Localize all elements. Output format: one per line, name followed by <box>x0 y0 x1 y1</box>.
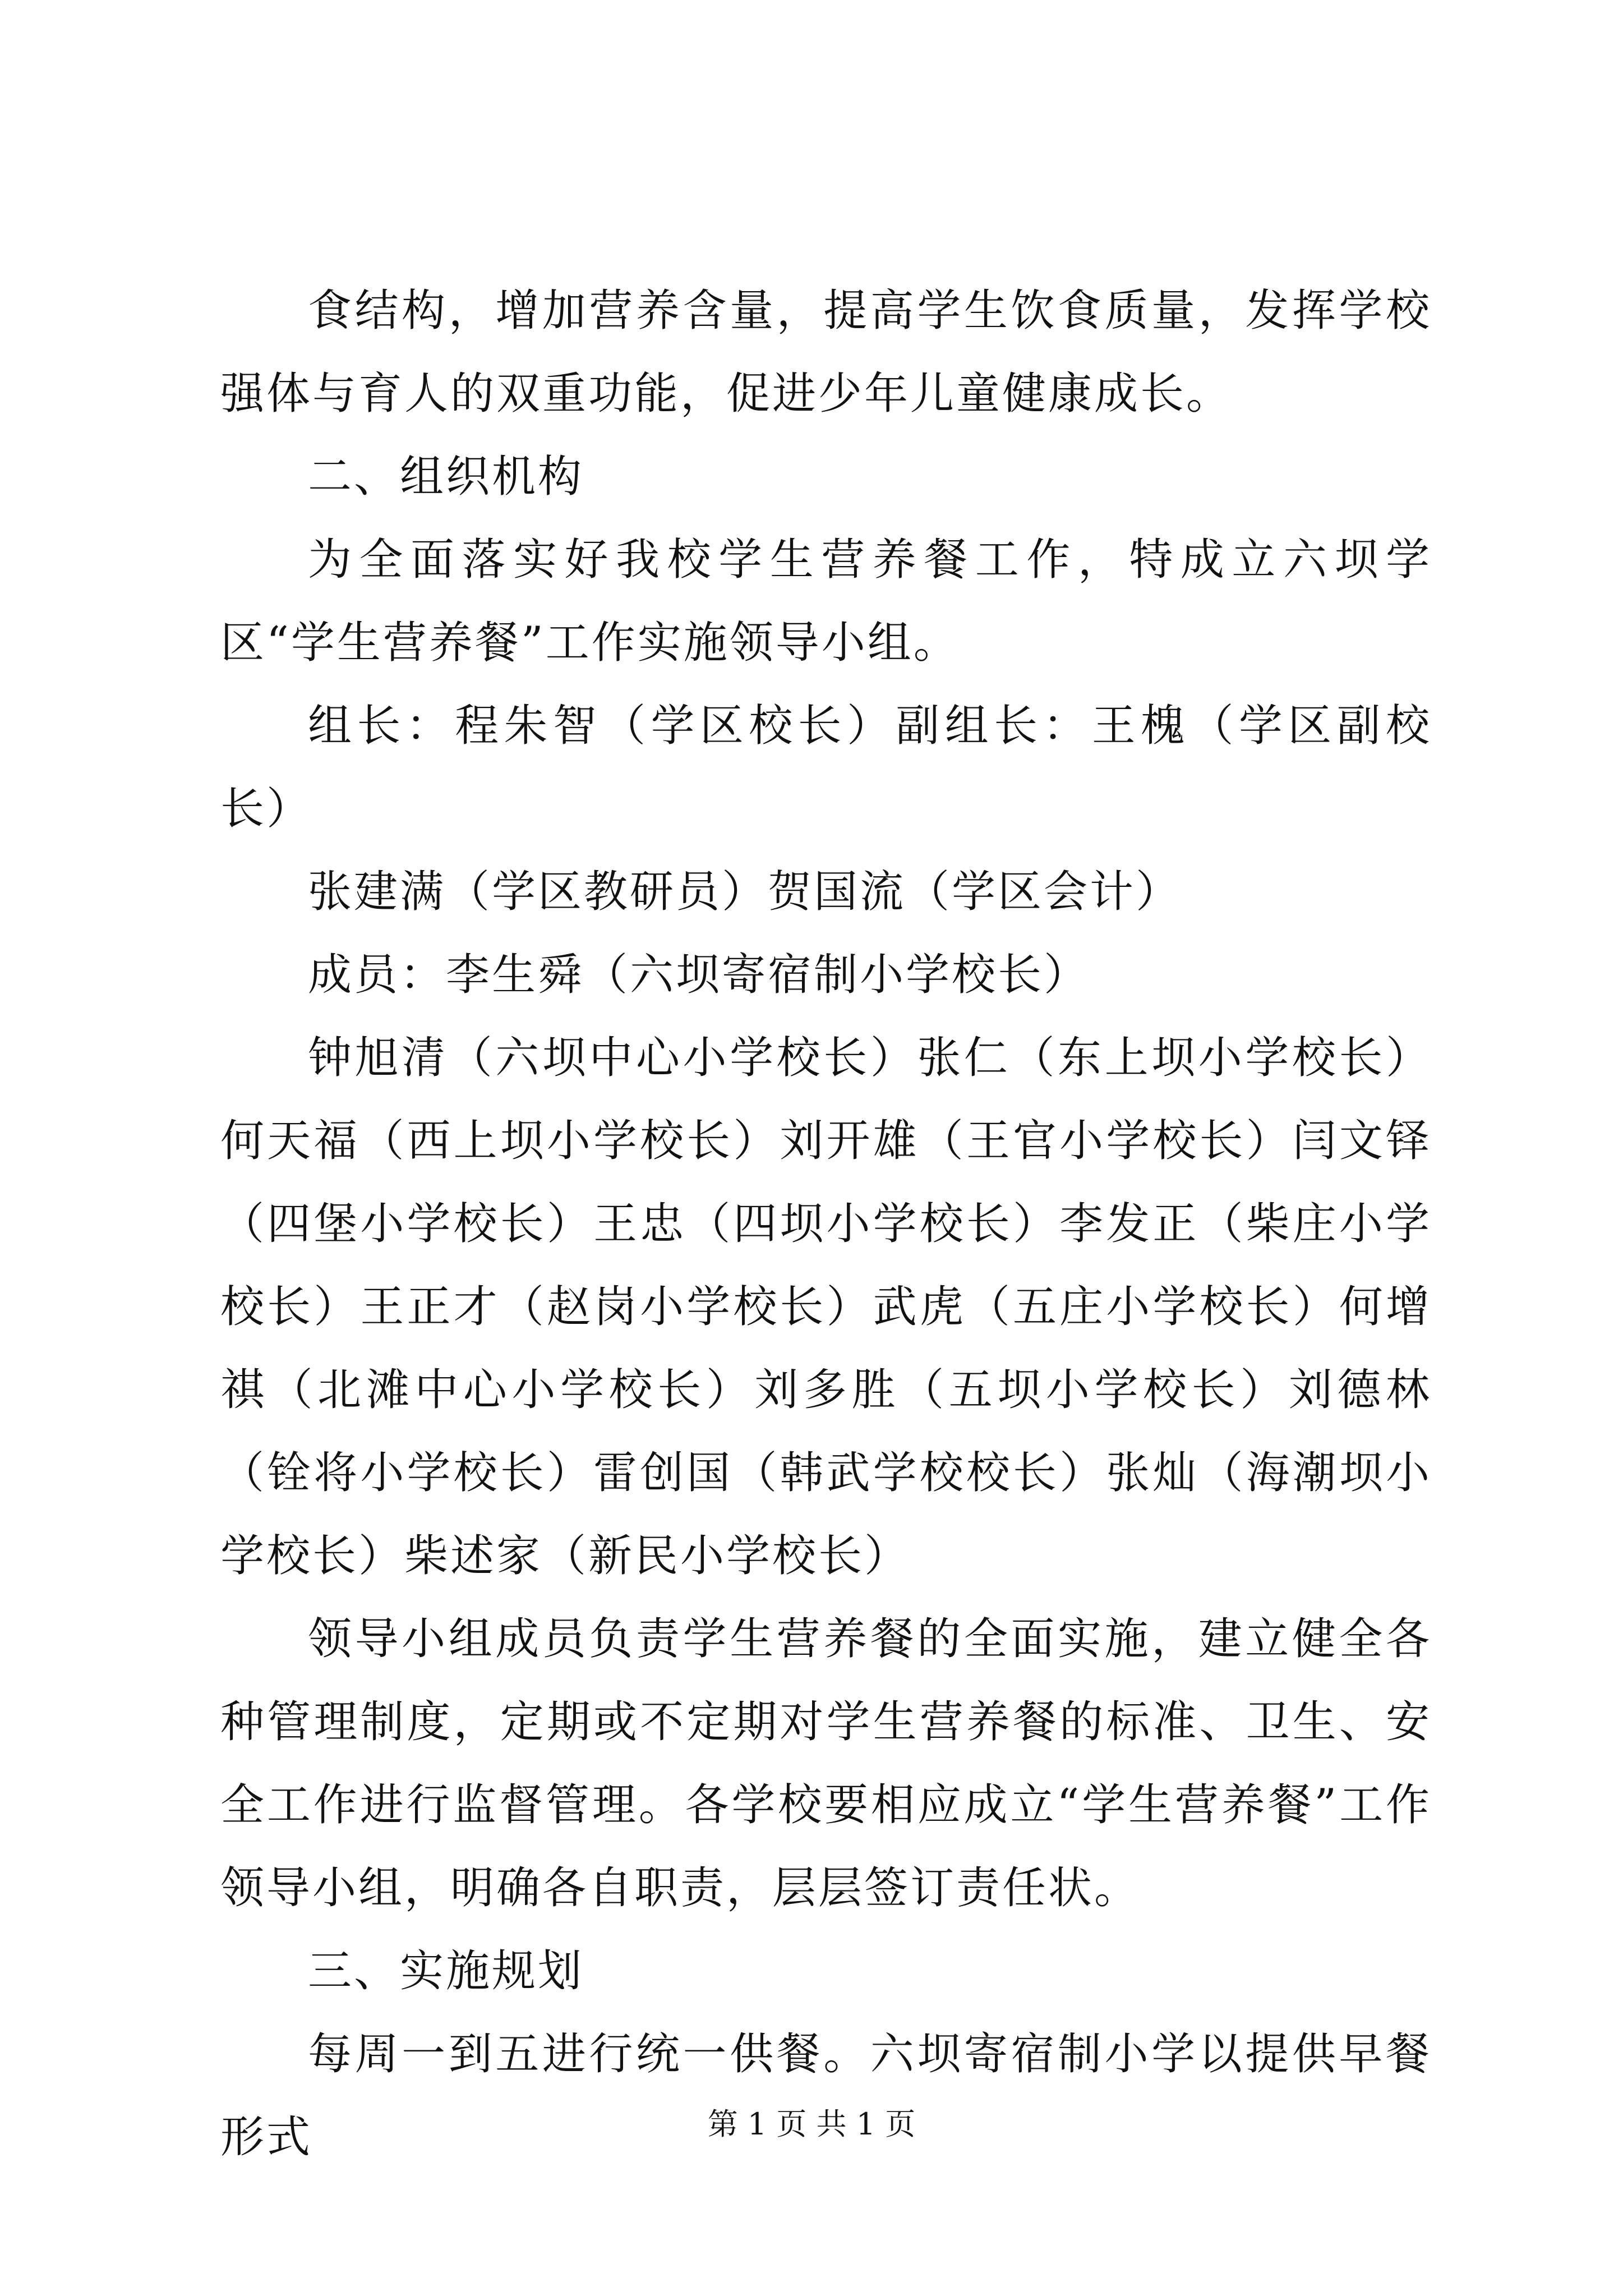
page-number-label: 第 1 页 共 1 页 <box>707 2106 916 2142</box>
paragraph-deputy-members: 张建满（学区教研员）贺国流（学区会计） <box>308 867 1182 917</box>
paragraph-implementation: 每周一到五进行统一供餐。六坝寄宿制小学以提供早餐形式 <box>220 2029 1432 2162</box>
document-body <box>220 269 1432 2179</box>
section-heading-implementation: 三、实施规划 <box>308 1946 584 1996</box>
paragraph-responsibilities: 领导小组成员负责学生营养餐的全面实施，建立健全各种管理制度，定期或不定期对学生营养餐的标准、卫生、安全工作进行监督管理。各学校要相应成立“学生营养餐”工作领导小组，明确各自职责，层层签订责任状。 <box>220 1614 1432 1913</box>
section-heading-organization: 二、组织机构 <box>308 452 584 502</box>
paragraph-leadership-group: 为全面落实好我校学生营养餐工作，特成立六坝学区“学生营养餐”工作实施领导小组。 <box>220 535 1432 668</box>
paragraph-members: 成员：李生舜（六坝寄宿制小学校长） <box>308 950 1090 1000</box>
page-footer <box>0 2105 1623 2144</box>
paragraph-group-leaders: 组长：程朱智（学区校长）副组长：王槐（学区副校长） <box>220 701 1432 834</box>
paragraph-continuation: 食结构，增加营养含量，提高学生饮食质量，发挥学校强体与育人的双重功能，促进少年儿童健康成长。 <box>220 286 1432 419</box>
paragraph-member-list: 钟旭清（六坝中心小学校长）张仁（东上坝小学校长）何天福（西上坝小学校长）刘开雄（王官小学校长）闫文铎（四堡小学校长）王忠（四坝小学校长）李发正（柴庄小学校长）王正才（赵岗小学校长）武虎（五庄小学校长）何增祺（北滩中心小学校长）刘多胜（五坝小学校长）刘德林（铨将小学校长）雷创国（韩武学校校长）张灿（海潮坝小学校长）柴述家（新民小学校长） <box>220 1033 1432 1581</box>
